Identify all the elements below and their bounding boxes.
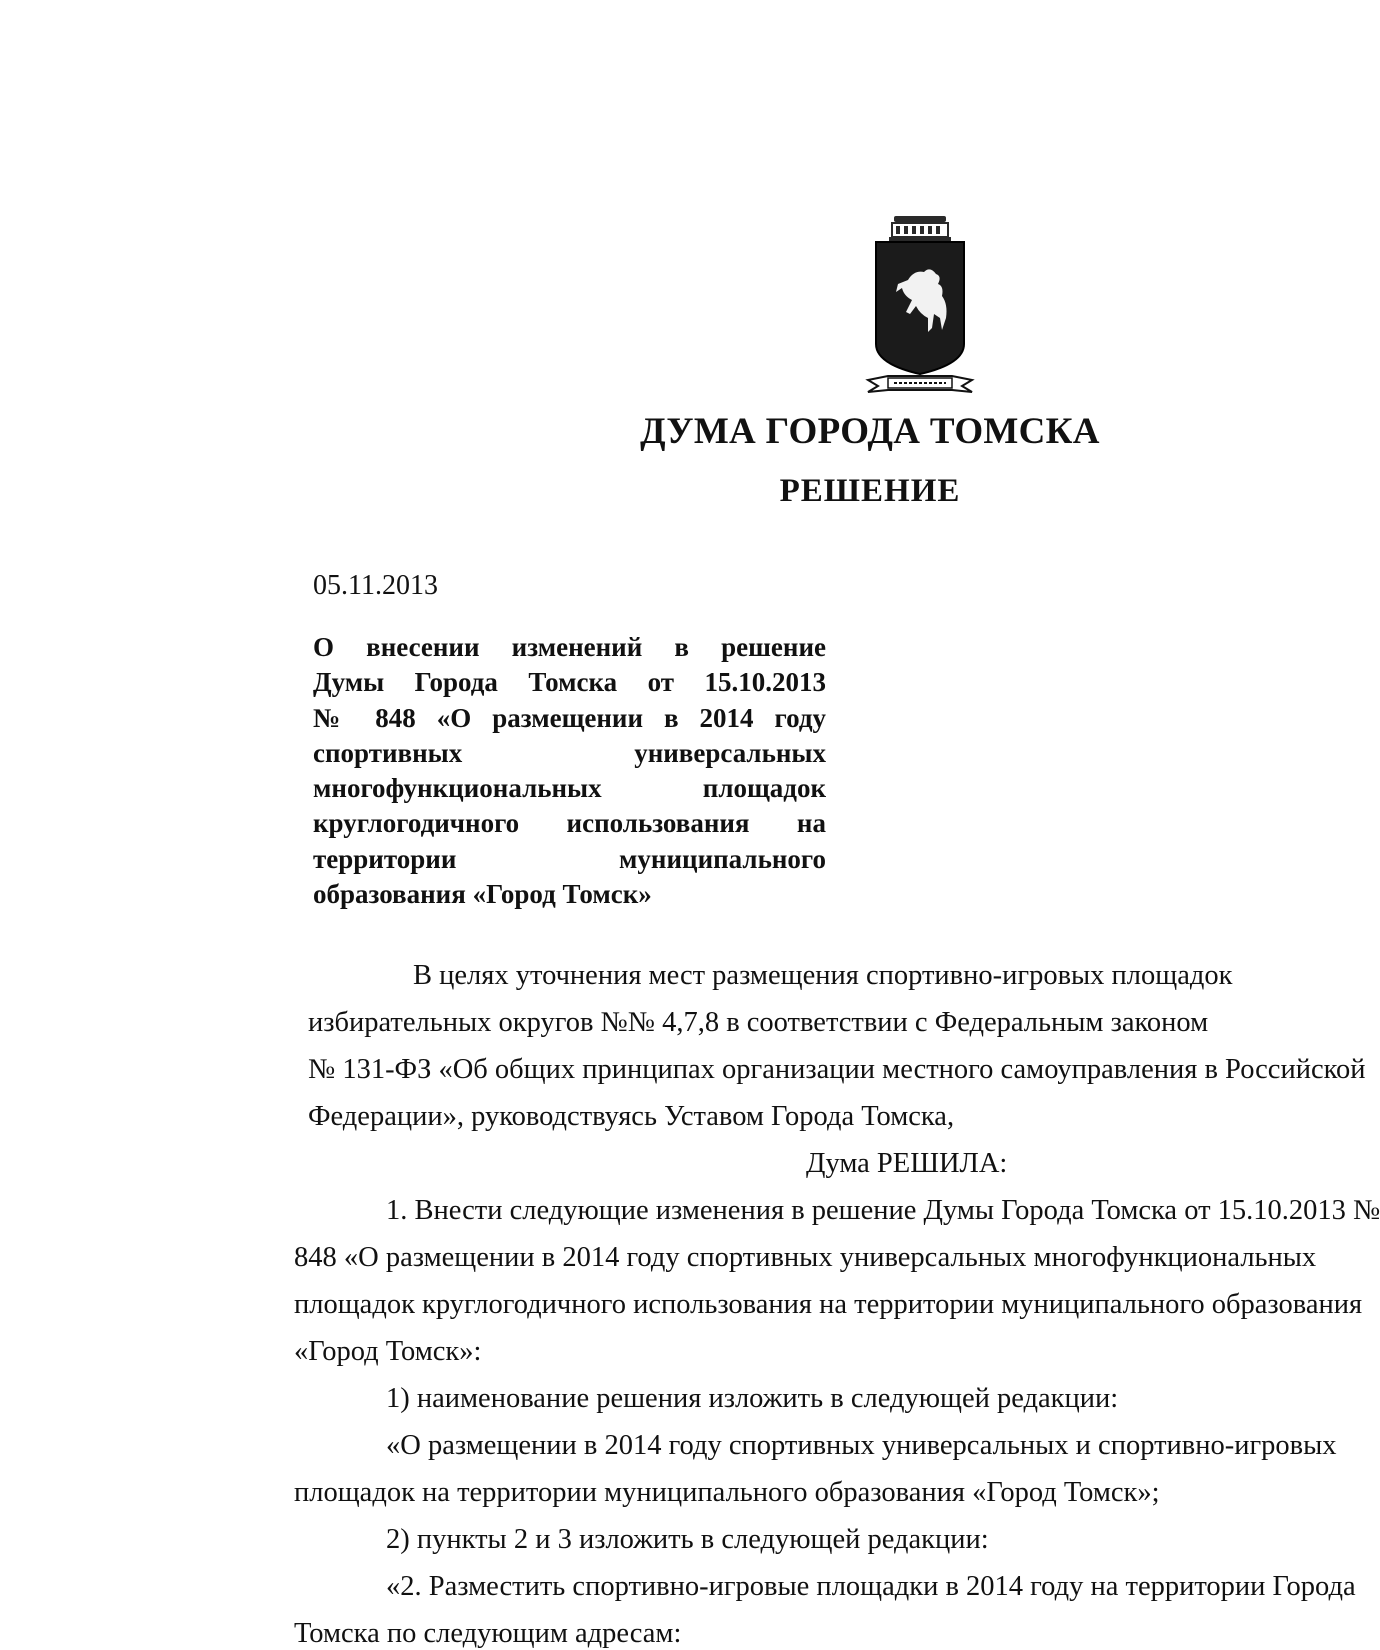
subject-line: территории муниципального — [313, 843, 826, 874]
subitem-line: 2) пункты 2 и 3 изложить в следующей редакции: — [386, 1524, 989, 1555]
document-type: РЕШЕНИЕ — [779, 473, 961, 509]
preamble-line: В целях уточнения мест размещения спортивно-игровых площадок — [413, 960, 1233, 991]
organization-name: ДУМА ГОРОДА ТОМСКА — [640, 411, 1100, 452]
resolved-heading: Дума РЕШИЛА: — [806, 1148, 1008, 1179]
point-line: Томска по следующим адресам: — [294, 1618, 682, 1649]
item-line: «Город Томск»: — [294, 1336, 482, 1367]
preamble-line: № 131-ФЗ «Об общих принципах организации местного самоуправления в Российской — [308, 1054, 1366, 1085]
tomsk-coat-of-arms-icon — [858, 214, 982, 410]
document-date: 05.11.2013 — [313, 570, 438, 601]
subject-line: круглогодичного использования на — [313, 808, 826, 839]
preamble-line: Федерации», руководствуясь Уставом Города Томска, — [308, 1101, 955, 1132]
subject-line: О внесении изменений в решение — [313, 632, 826, 662]
item-line: 1. Внести следующие изменения в решение Думы Города Томска от 15.10.2013 № — [386, 1195, 1380, 1226]
subject-line: спортивных универсальных — [313, 737, 826, 768]
quote-line: площадок на территории муниципального образования «Город Томск»; — [294, 1477, 1160, 1508]
subject-line: Думы Города Томска от 15.10.2013 — [313, 667, 826, 698]
subject-line: № 848 «О размещении в 2014 году — [313, 702, 826, 733]
subitem-line: 1) наименование решения изложить в следующей редакции: — [386, 1383, 1119, 1414]
subject-line: многофункциональных площадок — [313, 773, 826, 804]
preamble-line: избирательных округов №№ 4,7,8 в соответствии с Федеральным законом — [308, 1007, 1209, 1038]
item-line: 848 «О размещении в 2014 году спортивных универсальных многофункциональных — [294, 1242, 1317, 1273]
document-subject — [313, 630, 826, 912]
item-line: площадок круглогодичного использования на территории муниципального образования — [294, 1289, 1363, 1320]
point-line: «2. Разместить спортивно-игровые площадки в 2014 году на территории Города — [386, 1571, 1356, 1602]
subject-line: образования «Город Томск» — [313, 879, 652, 910]
quote-line: «О размещении в 2014 году спортивных универсальных и спортивно-игровых — [386, 1430, 1337, 1461]
